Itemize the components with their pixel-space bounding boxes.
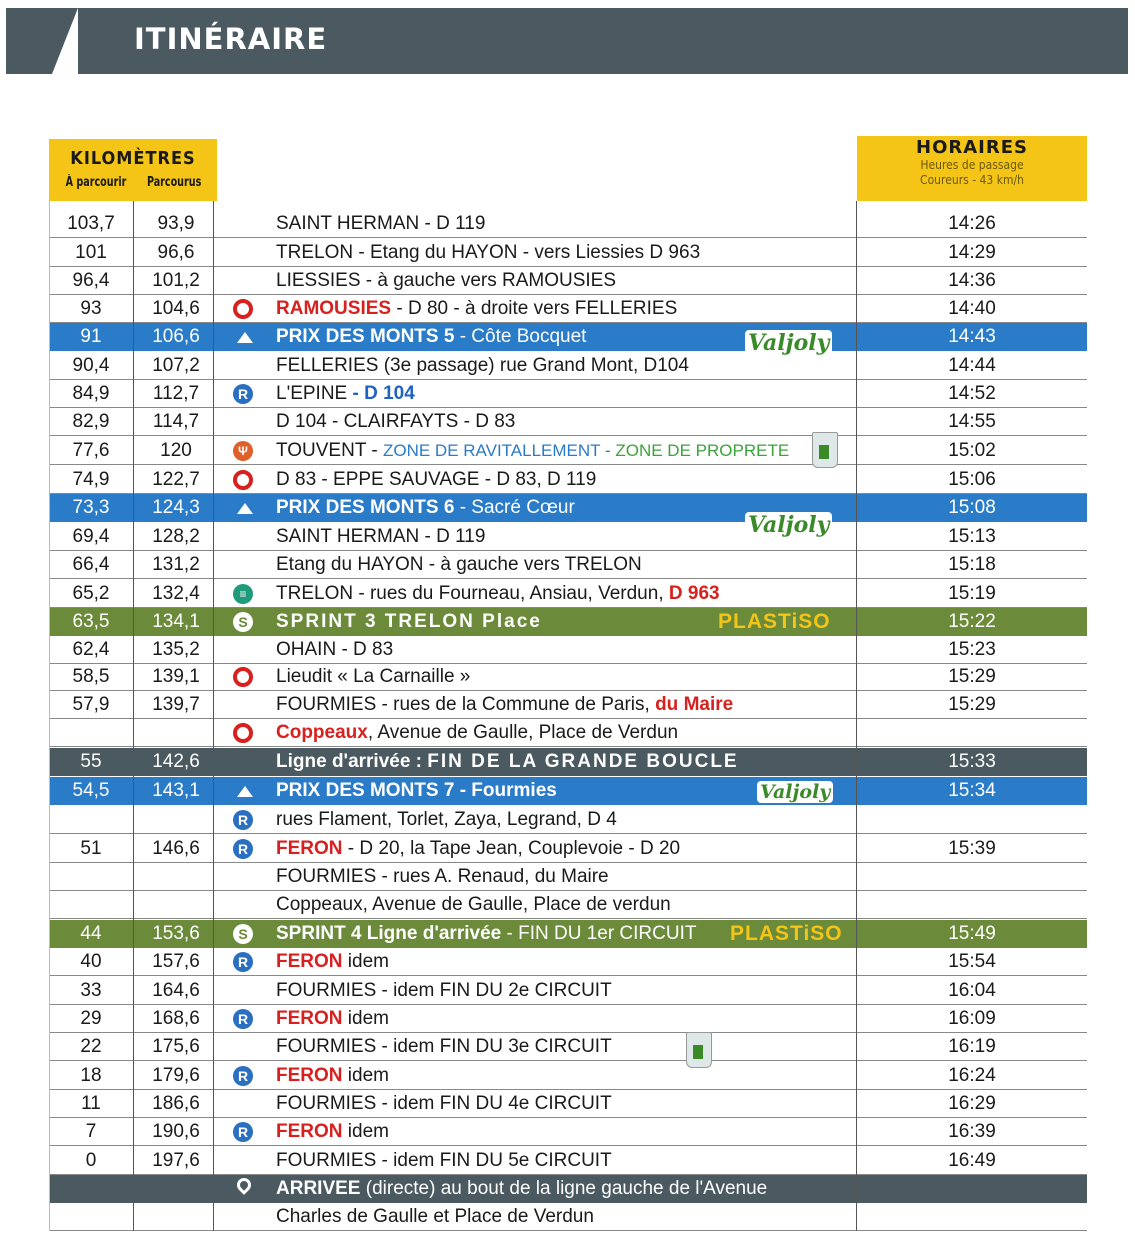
table-row [49, 891, 1087, 919]
km-a-parcourir: 96,4 [72, 270, 110, 291]
description-part: Coppeaux, Avenue de Gaulle, Place de verdun [276, 894, 671, 915]
description-part: Lieudit « La Carnaille » [276, 666, 471, 687]
table-row [49, 920, 1087, 948]
itinerary-description [276, 295, 876, 323]
description-part: idem [342, 1121, 389, 1142]
description-part: D 963 [668, 583, 720, 604]
itinerary-description [276, 977, 876, 1005]
table-row [49, 748, 1087, 776]
passage-time: 15:08 [948, 497, 996, 518]
roundabout-icon: R [233, 1122, 253, 1142]
km-a-parcourir: 29 [80, 1008, 102, 1029]
km-parcourus: 179,6 [152, 1065, 200, 1086]
table-row [49, 551, 1087, 579]
km-a-parcourir: 22 [80, 1036, 102, 1057]
horaires-line1: Heures de passage [920, 158, 1024, 172]
description-part: D 104 - CLAIRFAYTS - D 83 [276, 411, 516, 432]
level-crossing-icon: ≡ [233, 584, 253, 604]
km-parcourus: 112,7 [152, 383, 200, 404]
passage-time: 16:24 [948, 1065, 996, 1086]
table-row [49, 267, 1087, 295]
roundabout-icon: R [233, 839, 253, 859]
description-part: FERON [276, 1065, 343, 1086]
roundabout-icon: R [233, 1009, 253, 1029]
description-part: TOUVENT - [276, 440, 383, 461]
table-row [49, 777, 1087, 805]
sprint-icon: S [233, 612, 253, 632]
table-row [49, 1090, 1087, 1118]
table-row [49, 437, 1087, 465]
km-a-parcourir: 73,3 [72, 497, 110, 518]
table-row [49, 863, 1087, 891]
feeding-zone-icon: Ψ [233, 441, 253, 461]
passage-time: 15:22 [948, 611, 996, 632]
km-a-parcourir: 74,9 [72, 469, 110, 490]
passage-time: 15:18 [948, 554, 996, 575]
km-a-parcourir: 65,2 [72, 583, 110, 604]
horaires-header [857, 136, 1087, 201]
km-parcourus: 134,1 [152, 611, 200, 632]
km-parcourus [135, 1175, 217, 1203]
table-row [49, 691, 1087, 719]
table-row [49, 977, 1087, 1005]
column-divider [213, 201, 214, 1231]
kilometres-header [49, 139, 217, 201]
description-part: idem [342, 1008, 389, 1029]
km-parcourus: 128,2 [152, 526, 200, 547]
table-row [49, 663, 1087, 691]
km-a-parcourir: 90,4 [72, 355, 110, 376]
plastiso-logo: PLASTiSO [730, 922, 843, 945]
km-a-parcourir [49, 1203, 133, 1231]
km-a-parcourir: 0 [85, 1150, 97, 1171]
description-part: RAMOUSIES [276, 298, 392, 319]
km-a-parcourir: 66,4 [72, 554, 110, 575]
km-a-parcourir: 62,4 [72, 639, 110, 660]
description-part: idem [342, 951, 389, 972]
passage-time [858, 891, 1086, 919]
circle-marker-icon [233, 667, 253, 687]
description-part: OHAIN - D 83 [276, 639, 394, 660]
mountain-icon [237, 786, 253, 797]
description-part: - Sacré Cœur [454, 497, 575, 518]
km-parcourus: 120 [160, 440, 192, 461]
roundabout-icon: R [233, 952, 253, 972]
km-a-parcourir: 77,6 [72, 440, 110, 461]
km-a-parcourir [49, 806, 133, 834]
kilometres-subheads [49, 175, 217, 190]
passage-time: 14:29 [948, 242, 996, 263]
valjoly-logo: Valjoly [745, 512, 832, 538]
description-part: - [600, 441, 616, 460]
passage-time: 15:29 [948, 666, 996, 687]
table-row [49, 408, 1087, 436]
km-parcourus [135, 863, 217, 891]
table-row [49, 580, 1087, 608]
description-part: SPRINT 4 Ligne d'arrivée [276, 923, 502, 944]
description-part: FERON [276, 951, 343, 972]
description-part: FERON [276, 838, 343, 859]
table-row [49, 323, 1087, 351]
km-a-parcourir [49, 1175, 133, 1203]
itinerary-description [276, 948, 876, 976]
itinerary-description [276, 210, 876, 238]
itinerary-description [276, 636, 876, 664]
passage-time: 15:39 [948, 838, 996, 859]
km-parcourus: 124,3 [152, 497, 200, 518]
km-parcourus: 146,6 [152, 838, 200, 859]
description-part: du Maire [655, 694, 734, 715]
page-title: ITINÉRAIRE [134, 22, 328, 56]
table-row [49, 239, 1087, 267]
description-part: D 83 - EPPE SAUVAGE - D 83, D 119 [276, 469, 597, 490]
passage-time [858, 863, 1086, 891]
col-parcourus: Parcourus [146, 175, 202, 190]
itinerary-description [276, 580, 876, 608]
itinerary-description [276, 719, 876, 747]
km-parcourus: 143,1 [152, 780, 200, 801]
passage-time: 15:02 [948, 440, 996, 461]
passage-time [858, 719, 1086, 747]
description-part: FIN DE LA GRANDE BOUCLE [427, 751, 739, 772]
km-a-parcourir: 7 [85, 1121, 97, 1142]
km-a-parcourir: 11 [81, 1093, 101, 1114]
description-part: FOURMIES - rues de la Commune de Paris, [276, 694, 656, 715]
table-row [49, 719, 1087, 747]
description-part: rues Flament, Torlet, Zaya, Legrand, D 4 [276, 809, 617, 830]
passage-time: 15:13 [948, 526, 996, 547]
km-parcourus: 168,6 [152, 1008, 200, 1029]
km-a-parcourir: 33 [80, 980, 102, 1001]
passage-time: 16:29 [948, 1093, 996, 1114]
sprint-icon: S [233, 924, 253, 944]
km-parcourus: 153,6 [152, 923, 200, 944]
roundabout-icon: R [233, 810, 253, 830]
description-part: PRIX DES MONTS 7 - Fourmies [276, 780, 557, 801]
circle-marker-icon [233, 470, 253, 490]
table-row [49, 466, 1087, 494]
description-part: (directe) au bout de la ligne gauche de l'Avenue [360, 1178, 768, 1199]
itinerary-description [276, 466, 876, 494]
km-a-parcourir: 63,5 [72, 611, 110, 632]
kilometres-title: KILOMÈTRES [70, 148, 196, 169]
description-part: FOURMIES - idem FIN DU 4e CIRCUIT [276, 1093, 612, 1114]
description-part: - D 80 - à droite vers FELLERIES [391, 298, 678, 319]
itinerary-description [276, 1203, 876, 1231]
table-row [49, 295, 1087, 323]
description-part: - FIN DU 1er CIRCUIT [501, 923, 697, 944]
itinerary-description [276, 835, 876, 863]
table-row [49, 352, 1087, 380]
description-part: Coppeaux [276, 722, 368, 743]
km-a-parcourir: 40 [80, 951, 102, 972]
km-parcourus: 93,9 [157, 213, 195, 234]
passage-time: 16:39 [948, 1121, 996, 1142]
passage-time: 15:23 [948, 639, 996, 660]
itinerary-description [276, 1005, 876, 1033]
itinerary-description [276, 239, 876, 267]
itinerary-description [276, 408, 876, 436]
km-parcourus: 197,6 [152, 1150, 200, 1171]
km-a-parcourir: 103,7 [67, 213, 115, 234]
banner-slash [52, 8, 78, 74]
table-row [49, 636, 1087, 664]
itinerary-description [276, 1090, 876, 1118]
passage-time: 14:44 [948, 355, 996, 376]
itinerary-description [276, 1033, 876, 1061]
km-parcourus: 142,6 [152, 751, 200, 772]
passage-time: 15:34 [948, 780, 996, 801]
km-parcourus: 101,2 [152, 270, 200, 291]
column-divider [49, 201, 50, 1231]
description-part: - D 20, la Tape Jean, Couplevoie - D 20 [342, 838, 681, 859]
description-part: FOURMIES - rues A. Renaud, du Maire [276, 866, 609, 887]
trash-bin-icon [686, 1032, 712, 1068]
km-parcourus: 164,6 [152, 980, 200, 1001]
itinerary-description [276, 437, 876, 465]
circle-marker-icon [233, 723, 253, 743]
table-row [49, 1033, 1087, 1061]
itinerary-description [276, 380, 876, 408]
km-a-parcourir: 55 [80, 751, 102, 772]
km-a-parcourir: 57,9 [72, 694, 110, 715]
description-part: FOURMIES - idem FIN DU 2e CIRCUIT [276, 980, 612, 1001]
column-divider [856, 201, 857, 1231]
description-part: SAINT HERMAN - D 119 [276, 213, 486, 234]
description-part: FELLERIES (3e passage) rue Grand Mont, D104 [276, 355, 689, 376]
passage-time: 15:54 [948, 951, 996, 972]
km-a-parcourir: 51 [80, 838, 102, 859]
table-row [49, 1175, 1087, 1203]
description-part: ZONE DE RAVITALLEMENT [382, 441, 601, 460]
km-parcourus [135, 806, 217, 834]
description-part: FERON [276, 1121, 343, 1142]
km-a-parcourir: 54,5 [72, 780, 110, 801]
itinerary-description [276, 863, 876, 891]
roundabout-icon: R [233, 384, 253, 404]
horaires-line2: Coureurs - 43 km/h [920, 173, 1024, 187]
passage-time: 14:26 [948, 213, 996, 234]
description-part: SPRINT 3 TRELON Place [276, 611, 542, 632]
table-row [49, 523, 1087, 551]
km-parcourus: 104,6 [152, 298, 200, 319]
passage-time: 16:19 [948, 1036, 996, 1057]
trash-bin-icon [812, 432, 838, 468]
plastiso-logo: PLASTiSO [718, 610, 831, 633]
km-a-parcourir: 82,9 [72, 411, 110, 432]
itinerary-description [276, 352, 876, 380]
km-parcourus [135, 1203, 217, 1231]
km-parcourus: 132,4 [152, 583, 200, 604]
km-parcourus: 135,2 [152, 639, 200, 660]
km-parcourus [135, 719, 217, 747]
passage-time: 15:06 [948, 469, 996, 490]
description-part: Ligne d'arrivée : [276, 751, 428, 772]
description-part: - D 104 [352, 383, 415, 404]
km-parcourus: 107,2 [152, 355, 200, 376]
circle-marker-icon [233, 299, 253, 319]
km-parcourus: 190,6 [152, 1121, 200, 1142]
table-row [49, 1062, 1087, 1090]
description-part: TRELON - rues du Fourneau, Ansiau, Verdun, [276, 583, 669, 604]
passage-time: 14:55 [948, 411, 996, 432]
km-a-parcourir: 18 [80, 1065, 102, 1086]
description-part: PRIX DES MONTS 6 [276, 497, 455, 518]
km-a-parcourir [49, 719, 133, 747]
table-row [49, 1005, 1087, 1033]
table-row [49, 210, 1087, 238]
itinerary-description [276, 891, 876, 919]
km-parcourus: 139,1 [152, 666, 200, 687]
banner-slash-fill [78, 8, 100, 74]
table-row [49, 806, 1087, 834]
mountain-icon [237, 332, 253, 343]
passage-time: 16:09 [948, 1008, 996, 1029]
description-part: - Côte Bocquet [454, 326, 587, 347]
description-part: FOURMIES - idem FIN DU 5e CIRCUIT [276, 1150, 612, 1171]
km-parcourus: 186,6 [152, 1093, 200, 1114]
description-part: Charles de Gaulle et Place de Verdun [276, 1206, 594, 1227]
table-row [49, 494, 1087, 522]
passage-time: 14:43 [948, 326, 996, 347]
itinerary-description [276, 1062, 876, 1090]
km-a-parcourir: 101 [75, 242, 107, 263]
itinerary-description [276, 1147, 876, 1175]
description-part: , Avenue de Gaulle, Place de Verdun [367, 722, 679, 743]
passage-time: 14:52 [948, 383, 996, 404]
itinerary-description [276, 1118, 876, 1146]
passage-time [858, 1203, 1086, 1231]
passage-time [858, 1175, 1086, 1203]
km-a-parcourir [49, 891, 133, 919]
description-part: ARRIVEE [276, 1178, 361, 1199]
km-a-parcourir: 44 [80, 923, 102, 944]
km-parcourus: 139,7 [152, 694, 200, 715]
table-row [49, 1147, 1087, 1175]
column-divider [133, 201, 134, 1231]
table-row [49, 608, 1087, 636]
table-row [49, 835, 1087, 863]
description-part: TRELON - Etang du HAYON - vers Liessies D 963 [276, 242, 701, 263]
itinerary-description [276, 267, 876, 295]
km-parcourus: 114,7 [152, 411, 200, 432]
table-row [49, 948, 1087, 976]
mountain-icon [237, 503, 253, 514]
km-a-parcourir: 69,4 [72, 526, 110, 547]
table-row [49, 1203, 1087, 1231]
km-parcourus [135, 891, 217, 919]
km-a-parcourir: 84,9 [72, 383, 110, 404]
description-part: LIESSIES - à gauche vers RAMOUSIES [276, 270, 617, 291]
passage-time: 16:04 [948, 980, 996, 1001]
km-parcourus: 106,6 [152, 326, 200, 347]
description-part: FOURMIES - idem FIN DU 3e CIRCUIT [276, 1036, 612, 1057]
description-part: SAINT HERMAN - D 119 [276, 526, 486, 547]
km-parcourus: 96,6 [157, 242, 195, 263]
table-row [49, 380, 1087, 408]
passage-time: 16:49 [948, 1150, 996, 1171]
km-parcourus: 175,6 [152, 1036, 200, 1057]
horaires-title: HORAIRES [916, 137, 1028, 158]
itinerary-description [276, 691, 876, 719]
location-pin-icon [234, 1175, 254, 1195]
col-a-parcourir: À parcourir [65, 175, 127, 190]
description-part: L'EPINE [276, 383, 353, 404]
passage-time: 15:29 [948, 694, 996, 715]
description-part: idem [342, 1065, 389, 1086]
itinerary-description [276, 748, 876, 776]
passage-time: 15:33 [948, 751, 996, 772]
table-row [49, 1118, 1087, 1146]
description-part: ZONE DE PROPRETE [615, 441, 790, 460]
itinerary-description [276, 1175, 876, 1203]
description-part: FERON [276, 1008, 343, 1029]
km-parcourus: 122,7 [152, 469, 200, 490]
roundabout-icon: R [233, 1066, 253, 1086]
km-a-parcourir: 93 [80, 298, 102, 319]
passage-time: 15:49 [948, 923, 996, 944]
km-parcourus: 157,6 [152, 951, 200, 972]
valjoly-logo: Valjoly [757, 781, 833, 803]
passage-time: 14:40 [948, 298, 996, 319]
km-a-parcourir: 91 [80, 326, 102, 347]
passage-time [858, 806, 1086, 834]
itinerary-description [276, 663, 876, 691]
description-part: PRIX DES MONTS 5 [276, 326, 455, 347]
itinerary-description [276, 806, 876, 834]
valjoly-logo: Valjoly [745, 330, 832, 356]
km-a-parcourir [49, 863, 133, 891]
description-part: Etang du HAYON - à gauche vers TRELON [276, 554, 642, 575]
passage-time: 15:19 [948, 583, 996, 604]
itinerary-description [276, 551, 876, 579]
km-parcourus: 131,2 [152, 554, 200, 575]
km-a-parcourir: 58,5 [72, 666, 110, 687]
passage-time: 14:36 [948, 270, 996, 291]
